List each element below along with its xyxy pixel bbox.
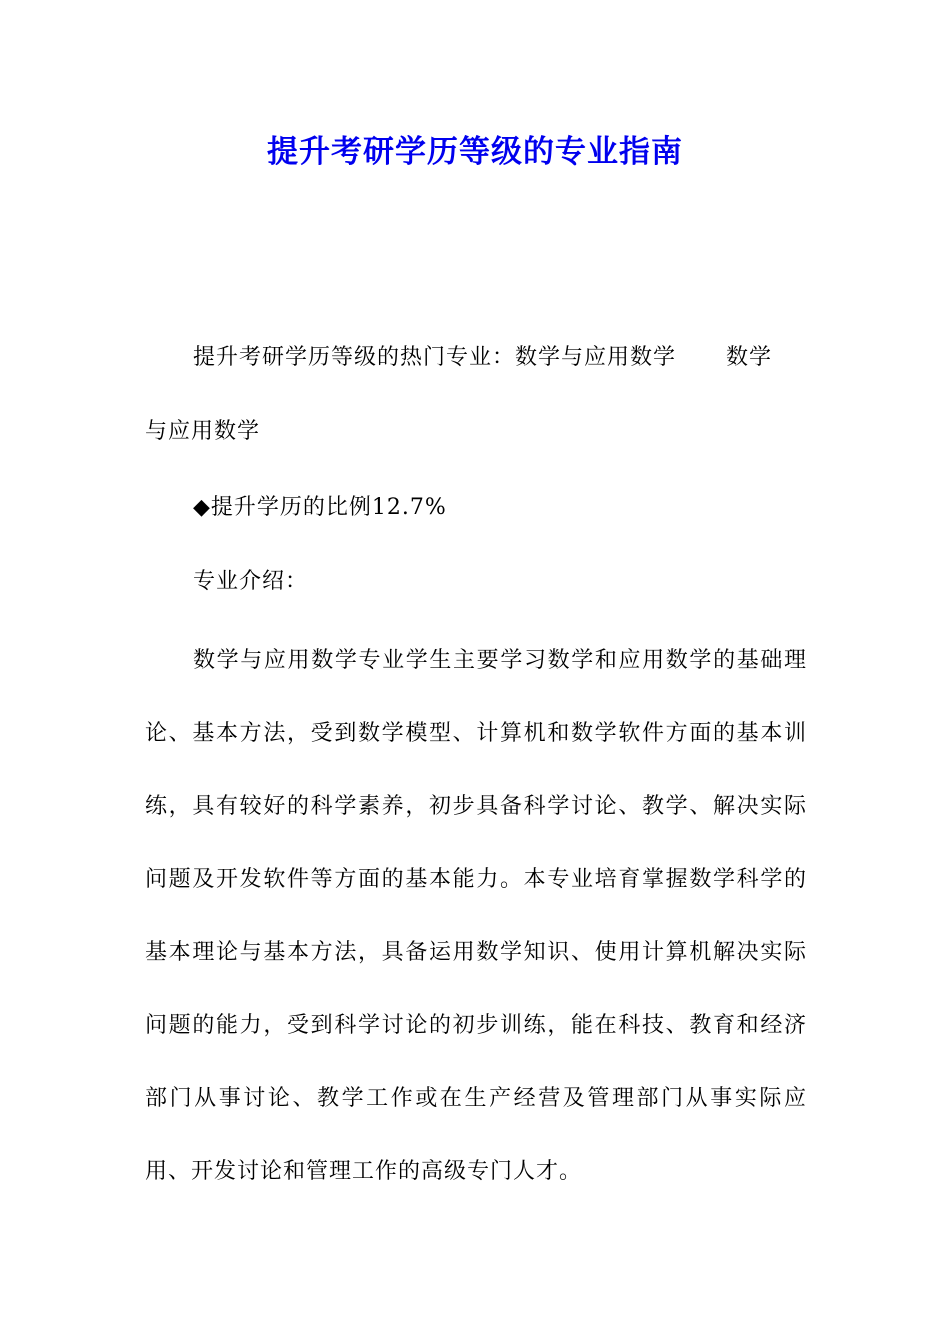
heading-line-part1: 提升考研学历等级的热门专业：数学与应用数学 xyxy=(193,345,677,370)
intro-label: 专业介绍： xyxy=(193,569,309,594)
document-title: 提升考研学历等级的专业指南 xyxy=(267,134,683,170)
intro-paragraph: 数学与应用数学专业学生主要学习数学和应用数学的基础理论、基本方法，受到数学模型、计算机和数学软件方面的基本训练，具有较好的科学素养，初步具备科学讨论、教学、解决实际问题及开发软件等方面的基本能力。本专业培育掌握数学科学的基本理论与基本方法，具备运用数学知识、使用计算机解决实际问题的能力，受到科学讨论的初步训练，能在科技、教育和经济部门从事讨论、教学工作或在生产经营及管理部门从事实际应用、开发讨论和管理工作的高级专门人才。 xyxy=(145,648,807,1184)
ratio-line: ◆提升学历的比例12.7% xyxy=(193,495,447,520)
heading-line xyxy=(193,338,772,378)
heading-line-part2: 数学 xyxy=(726,345,773,370)
heading-line-continuation: 与应用数学 xyxy=(145,419,261,444)
